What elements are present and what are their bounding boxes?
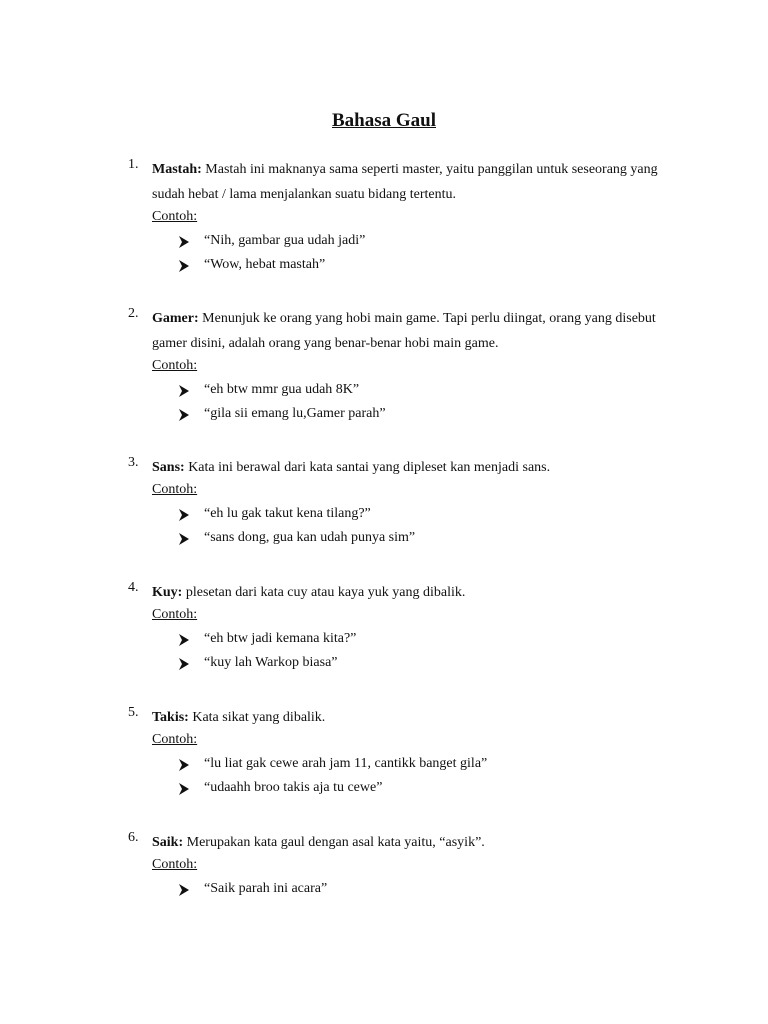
- example-text: “eh lu gak takut kena tilang?”: [204, 506, 371, 521]
- arrow-bullet-icon: [178, 759, 190, 771]
- example-text: “sans dong, gua kan udah punya sim”: [204, 530, 416, 545]
- arrow-bullet-icon: [178, 409, 190, 421]
- item-definition: [152, 705, 672, 730]
- arrow-bullet-icon: [178, 634, 190, 646]
- item-definition-text: Mastah ini maknanya sama seperti master, yaitu panggilan untuk seseorang yang sudah hebat / lama menjalankan suatu bidang tertentu.: [152, 162, 658, 202]
- example-row: [0, 756, 768, 776]
- page-title: Bahasa Gaul: [331, 110, 436, 131]
- arrow-bullet-icon: [178, 385, 190, 397]
- example-text: “Saik parah ini acara”: [204, 881, 328, 896]
- arrow-bullet-icon: [178, 509, 190, 521]
- example-row: [0, 881, 768, 901]
- example-text: “eh btw mmr gua udah 8K”: [204, 382, 360, 397]
- example-row: [0, 233, 768, 253]
- item-definition: [152, 455, 672, 480]
- example-row: [0, 530, 768, 550]
- example-text: “Wow, hebat mastah”: [204, 257, 326, 272]
- example-row: [0, 257, 768, 277]
- example-text: “gila sii emang lu,Gamer parah”: [204, 406, 386, 421]
- item-number: 4.: [128, 580, 139, 595]
- example-text: “udaahh broo takis aja tu cewe”: [204, 780, 383, 795]
- item-number: 1.: [128, 157, 139, 172]
- example-row: [0, 506, 768, 526]
- contoh-label: Contoh:: [152, 209, 198, 224]
- item-term: Mastah:: [152, 162, 202, 177]
- example-row: [0, 631, 768, 651]
- item-term: Gamer:: [152, 311, 199, 326]
- contoh-label: Contoh:: [152, 358, 198, 373]
- item-number: 5.: [128, 705, 139, 720]
- item-number: 2.: [128, 306, 139, 321]
- arrow-bullet-icon: [178, 658, 190, 670]
- item-definition: [152, 580, 672, 605]
- example-row: [0, 406, 768, 426]
- item-definition: [152, 157, 672, 207]
- arrow-bullet-icon: [178, 783, 190, 795]
- item-definition-text: Kata ini berawal dari kata santai yang dipleset kan menjadi sans.: [184, 460, 551, 475]
- item-definition: [152, 830, 672, 855]
- contoh-label: Contoh:: [152, 857, 198, 872]
- item-term: Kuy:: [152, 585, 183, 600]
- example-text: “kuy lah Warkop biasa”: [204, 655, 338, 670]
- arrow-bullet-icon: [178, 236, 190, 248]
- example-row: [0, 382, 768, 402]
- item-number: 6.: [128, 830, 139, 845]
- example-text: “Nih, gambar gua udah jadi”: [204, 233, 366, 248]
- arrow-bullet-icon: [178, 260, 190, 272]
- contoh-label: Contoh:: [152, 607, 198, 622]
- contoh-label: Contoh:: [152, 482, 198, 497]
- item-term: Sans:: [152, 460, 185, 475]
- example-row: [0, 780, 768, 800]
- arrow-bullet-icon: [178, 533, 190, 545]
- example-row: [0, 655, 768, 675]
- item-term: Takis:: [152, 710, 189, 725]
- arrow-bullet-icon: [178, 884, 190, 896]
- example-text: “lu liat gak cewe arah jam 11, cantikk banget gila”: [204, 756, 488, 771]
- item-definition-text: Kata sikat yang dibalik.: [188, 710, 326, 725]
- example-text: “eh btw jadi kemana kita?”: [204, 631, 357, 646]
- item-definition: [152, 306, 672, 356]
- contoh-label: Contoh:: [152, 732, 198, 747]
- item-definition-text: Merupakan kata gaul dengan asal kata yaitu, “asyik”.: [183, 835, 485, 850]
- item-definition-text: Menunjuk ke orang yang hobi main game. Tapi perlu diingat, orang yang disebut gamer disini, adalah orang yang benar-benar hobi main game.: [152, 311, 656, 351]
- item-term: Saik:: [152, 835, 184, 850]
- item-definition-text: plesetan dari kata cuy atau kaya yuk yang dibalik.: [182, 585, 466, 600]
- item-number: 3.: [128, 455, 139, 470]
